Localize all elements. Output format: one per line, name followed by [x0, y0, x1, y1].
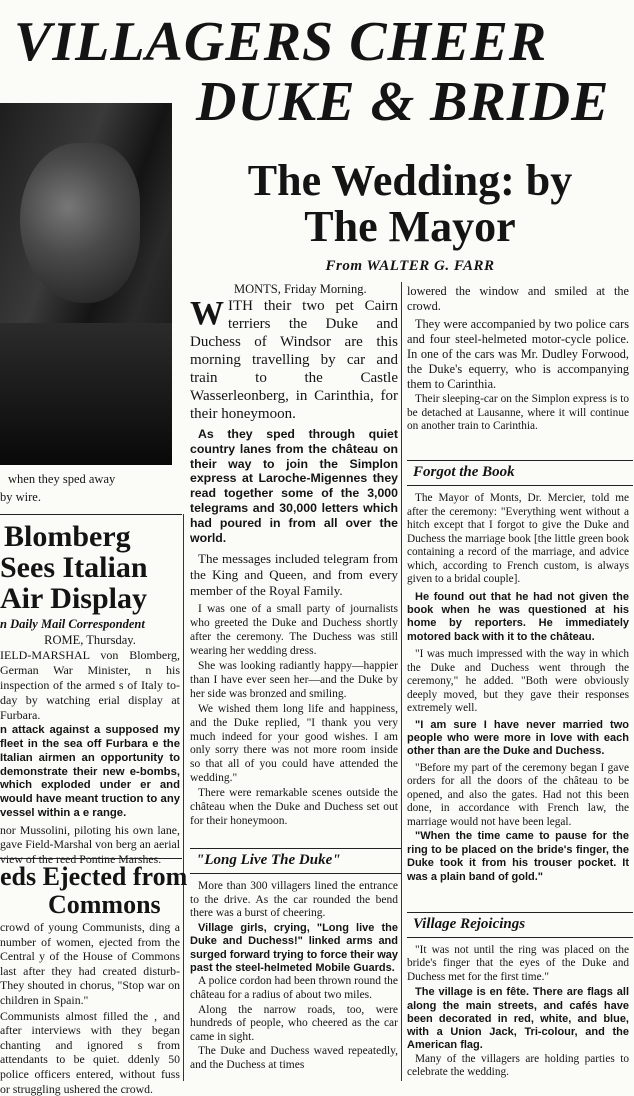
headline-line-1: VILLAGERS CHEER: [14, 11, 548, 73]
news-photo: [0, 103, 172, 465]
wedding-lead-text: ITH their two pet Cairn terriers the Duke and Duchess of Windsor are this morning travelling by car and train to the Castle Wasserleonberg, in Carinthia, for their honeymoon.: [190, 298, 398, 422]
photo-caption-line-1: when they sped away: [8, 472, 116, 486]
para-waved: The Duke and Duchess waved repeatedly, and the Duchess at times: [190, 1045, 398, 1071]
wedding-column-2-lower: [407, 944, 629, 1081]
wedding-byline: From WALTER G. FARR: [325, 258, 495, 274]
blomberg-para-1: IELD-MARSHAL von Blomberg, German War Minister, n his inspection of the armed s of Italy to-day by watching erial display at Furbara.: [0, 648, 180, 723]
para-roads: Along the narrow roads, too, were hundreds of people, who cheered as the car came in sight.: [190, 1003, 398, 1043]
reds-para-2: Communists almost filled the , and after interviews with they began chanting and ignored s from attendants to be quiet. ddenly 50 police officers entered, without fuss or struggling ushered the crowd.: [0, 1008, 180, 1096]
blomberg-para-2: n attack against a supposed my fleet in the sea off Furbara e the Italian airmen an opportunity to demonstrate their new e-bombs, which exploded under er and would have meant truction to any vessel within a e range.: [0, 724, 180, 819]
para-wished: We wished them long life and happiness, and the Duke replied, "I thank you very much indeed for your good wishes. I am only sorry there was not more room inside so that all of you could have attended the wedding.": [190, 702, 398, 785]
para-journalists: I was one of a small party of journalists who greeted the Duke and Duchess shortly after the ceremony. The Duchess was still wearing her wedding dress.: [190, 603, 398, 658]
wedding-column-2-middle: [407, 492, 629, 884]
bold-ring: "When the time came to pause for the ring to be placed on the bride's finger, the Duke took it from his trouser pocket. It was a plain band of gold.": [407, 830, 629, 883]
subhead-long-live-the-duke: "Long Live The Duke": [190, 848, 402, 874]
wedding-dateline: MONTS, Friday Morning.: [234, 282, 367, 296]
para-eyes: "It was not until the ring was placed on the bride's finger that the eyes of the Duke and Duchess met for the first time.": [407, 944, 629, 983]
headline-line-2: DUKE & BRIDE: [196, 71, 610, 133]
blomberg-headline-2: Sees Italian: [0, 551, 148, 584]
para-accompanied: They were accompanied by two police cars and four steel-helmeted motor-cycle police. In one of the cars was Mr. Dudley Forwood, the Duke's equerry, who is accompanying them to Carinthia.: [407, 317, 629, 391]
blomberg-headline-3: Air Display: [0, 582, 147, 615]
photo-caption: [0, 470, 170, 506]
reds-headline-2: Commons: [48, 890, 161, 919]
bold-found: He found out that he had not given the book when he was questioned at his home by reporters. He immediately motored back with it to the château.: [407, 590, 629, 643]
photo-caption-line-2: by wire.: [0, 490, 41, 504]
bold-sure: "I am sure I have never married two people who were more in love with each other than are the Duke and Duchess.: [407, 718, 629, 758]
para-messages-text: The messages included telegram from the King and Queen, and from every member of the Royal Family.: [190, 551, 398, 599]
wedding-title-line-2: The Mayor: [304, 202, 516, 251]
subhead-forgot-the-book: Forgot the Book: [407, 460, 633, 486]
wedding-lead: [190, 297, 398, 423]
subhead-village-rejoicings: Village Rejoicings: [407, 912, 633, 938]
blomberg-dateline: ROME, Thursday.: [44, 633, 136, 647]
wedding-column-2: [407, 284, 629, 435]
wedding-title-line-1: The Wedding: by: [247, 156, 573, 205]
wedding-title: [186, 158, 634, 250]
wedding-column-1: [190, 282, 398, 830]
reds-body: [0, 920, 180, 1096]
para-scenes: There were remarkable scenes outside the château when the Duke and Duchess set out for their honeymoon.: [190, 787, 398, 827]
blomberg-para-3: nor Mussolini, piloting his own lane, gave Field-Marshal von berg an aerial view of the reed Pontine Marshes.: [0, 822, 180, 866]
para-impressed: "I was much impressed with the way in which the Duke and Duchess went through the ceremony," he added. "Both were obviously deeply moved, but they gave their responses extremely well.: [407, 648, 629, 715]
blomberg-byline: n Daily Mail Correspondent: [0, 617, 145, 631]
para-part: "Before my part of the ceremony began I gave orders for all the doors of the château to be opened, and also the gates. Had not this been done, in accordance with French law, the marriage would not have been legal.: [407, 761, 629, 828]
dropcap: W: [190, 295, 224, 332]
blomberg-body: [0, 633, 180, 867]
wedding-column-1-body: [190, 603, 398, 829]
wedding-bold-para-1: As they sped through quiet country lanes from the château on their way to join the Simplon express at Laroche-Migennes they read together some of the 3,000 telegrams and 30,000 letters which had poured in from all over the world.: [190, 427, 398, 545]
reds-headline-1: eds Ejected from: [0, 862, 188, 891]
wedding-column-1-lower: [190, 880, 398, 1074]
wedding-para-messages: [190, 551, 398, 599]
bold-fete: The village is en fête. There are flags all along the main streets, and cafés have been decorated in red, white, and blue, with a Union Jack, Tri-colour, and the American flag.: [407, 986, 629, 1052]
blomberg-headline-1: Blomberg: [4, 520, 131, 553]
para-villagers: More than 300 villagers lined the entrance to the drive. As the car rounded the bend there was a burst of cheering.: [190, 880, 398, 920]
para-mayor: The Mayor of Monts, Dr. Mercier, told me after the ceremony: "Everything went without a hitch except that I forgot to give the Duke and Duchess the marriage book [the little green book containing a record of the marriage, and advice which, according to French custom, is always given to a bridal couple].: [407, 492, 629, 585]
para-cordon: A police cordon had been thrown round the château for a radius of about two miles.: [190, 975, 398, 1001]
bold-girls: Village girls, crying, "Long live the Duke and Duchess!" linked arms and surged forward trying to force their way past the steel-helmeted Mobile Guards.: [190, 921, 398, 974]
para-lowered: lowered the window and smiled at the crowd.: [407, 284, 629, 313]
para-sleeping: Their sleeping-car on the Simplon express is to be detached at Lausanne, where it will continue on another train to Carinthia.: [407, 393, 629, 432]
para-radiant: She was looking radiantly happy—happier than I have ever seen her—and the Duke by her side was bronzed and smiling.: [190, 660, 398, 700]
para-parties: Many of the villagers are holding parties to celebrate the wedding.: [407, 1052, 629, 1079]
reds-para-1: crowd of young Communists, ding a number of women, ejected from the Central y of the House of Commons last after they had created disturb- They shouted in chorus, "Stop war on children in Spain.": [0, 920, 180, 1007]
